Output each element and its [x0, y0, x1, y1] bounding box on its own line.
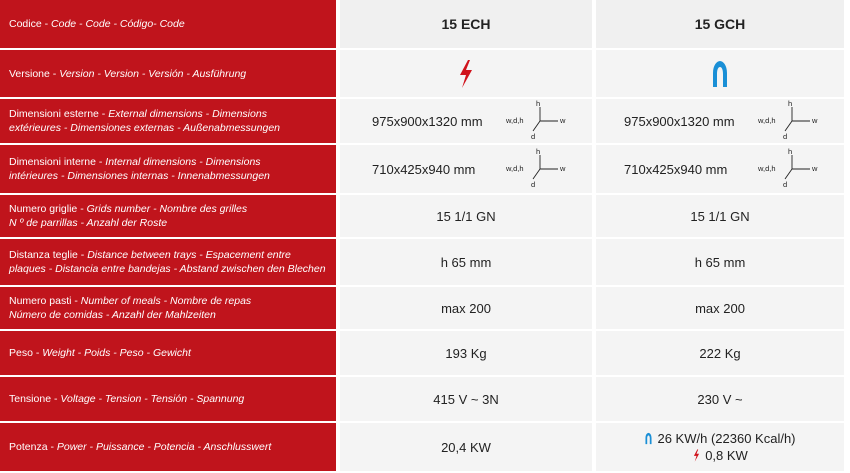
label-italic: Internal dimensions - Dimensions [105, 156, 261, 168]
label-plain: Potenza - [9, 441, 57, 453]
dimension-axes-icon [758, 99, 828, 143]
axis-w-label: w [812, 116, 818, 125]
model-b-external-dimensions [596, 99, 844, 143]
axes-combined-label: w,d,h [758, 116, 776, 125]
axis-d-label: d [783, 132, 788, 141]
model-a-version [340, 50, 592, 97]
label-line2: extérieures - Dimensiones externas - Außenabmessungen [9, 122, 280, 134]
row-label [0, 423, 336, 471]
model-a-voltage: 415 V ~ 3N [340, 377, 592, 421]
axes-combined-label: w,d,h [506, 116, 524, 125]
axis-w-label: w [812, 164, 818, 173]
model-a-grids-number: 15 1/1 GN [340, 195, 592, 237]
row-label [0, 50, 336, 97]
label-italic: Version - Version - Versión - Ausführung [59, 67, 247, 80]
dimension-group [340, 99, 592, 143]
label-italic: External dimensions - Dimensions [108, 108, 267, 120]
axis-w-label: w [560, 164, 566, 173]
label-italic: Weight - Poids - Peso - Gewicht [42, 347, 191, 359]
model-b-grids-number: 15 1/1 GN [596, 195, 844, 237]
row-label [0, 195, 336, 237]
model-a-code: 15 ECH [340, 0, 592, 48]
label-plain: Versione - [9, 67, 60, 80]
model-a-tray-distance: h 65 mm [340, 239, 592, 285]
table-row-power [0, 423, 850, 471]
electric-power-line [692, 447, 748, 464]
label-italic: Voltage - Tension - Tensión - Spannung [60, 393, 245, 405]
axis-h-label: h [536, 147, 541, 156]
label-plain: Numero griglie - [9, 203, 87, 215]
model-a-external-dimensions [340, 99, 592, 143]
table-row-grids-number [0, 195, 850, 237]
model-b-meals: max 200 [596, 287, 844, 329]
dimension-group [340, 145, 592, 193]
table-row-external-dimensions [0, 99, 850, 143]
label-line2: Número de comidas - Anzahl der Mahlzeiten [9, 309, 216, 321]
gas-flame-icon [711, 59, 729, 89]
label-italic: Power - Puissance - Potencia - Anschlusswert [56, 441, 272, 453]
row-label [0, 145, 336, 193]
dimension-group [596, 145, 844, 193]
row-label [0, 239, 336, 285]
label-italic: Distance between trays - Espacement entre [87, 249, 291, 261]
axes-combined-label: w,d,h [506, 164, 524, 173]
dimension-value: 710x425x940 mm [372, 161, 476, 177]
axis-d-label: d [783, 180, 788, 189]
model-b-tray-distance: h 65 mm [596, 239, 844, 285]
axis-h-label: h [788, 147, 793, 156]
label-line2: plaques - Distancia entre bandejas - Abstand zwischen den Blechen [9, 263, 326, 275]
model-a-meals: max 200 [340, 287, 592, 329]
label-line2: N º de parrillas - Anzahl der Roste [9, 217, 168, 229]
row-label [0, 331, 336, 375]
lightning-bolt-icon [457, 59, 475, 89]
label-plain: Codice - [9, 18, 52, 30]
model-b-internal-dimensions [596, 145, 844, 193]
row-label [0, 377, 336, 421]
axis-d-label: d [531, 180, 536, 189]
gas-power-line [644, 430, 795, 447]
model-b-voltage: 230 V ~ [596, 377, 844, 421]
label-plain: Distanza teglie - [9, 249, 88, 261]
label-plain: Dimensioni esterne - [9, 108, 109, 120]
axes-combined-label: w,d,h [758, 164, 776, 173]
dimension-value: 975x900x1320 mm [372, 113, 483, 129]
axis-d-label: d [531, 132, 536, 141]
lightning-bolt-icon [692, 449, 701, 462]
label-plain: Tensione - [9, 393, 61, 405]
table-row-weight [0, 331, 850, 375]
axis-w-label: w [560, 116, 566, 125]
dimension-value: 975x900x1320 mm [624, 113, 735, 129]
electric-power-value: 0,8 KW [705, 448, 748, 463]
dimension-axes-icon [758, 147, 828, 191]
table-row-voltage [0, 377, 850, 421]
table-row-version [0, 50, 850, 97]
model-a-weight: 193 Kg [340, 331, 592, 375]
row-label [0, 0, 336, 48]
label-plain: Peso - [9, 347, 43, 359]
row-label [0, 99, 336, 143]
model-b-power [596, 423, 844, 471]
label-italic: Code - Code - Código- Code [51, 18, 185, 30]
dimension-value: 710x425x940 mm [624, 161, 728, 177]
model-b-weight: 222 Kg [596, 331, 844, 375]
model-a-power: 20,4 KW [340, 423, 592, 471]
table-row-tray-distance [0, 239, 850, 285]
dimension-axes-icon [506, 147, 576, 191]
axis-h-label: h [536, 99, 541, 108]
label-italic: Grids number - Nombre des grilles [86, 203, 248, 215]
dimension-group [596, 99, 844, 143]
label-plain: Dimensioni interne - [9, 156, 106, 168]
axis-h-label: h [788, 99, 793, 108]
gas-power-value: 26 KW/h (22360 Kcal/h) [657, 431, 796, 446]
dimension-axes-icon [506, 99, 576, 143]
row-label [0, 287, 336, 329]
table-row-internal-dimensions [0, 145, 850, 193]
table-row-meals [0, 287, 850, 329]
label-line2: intérieures - Dimensiones internas - Innenabmessungen [9, 170, 270, 182]
label-plain: Numero pasti - [9, 295, 81, 307]
gas-flame-icon [644, 432, 653, 445]
model-a-internal-dimensions [340, 145, 592, 193]
model-b-version [596, 50, 844, 97]
table-row-code [0, 0, 850, 48]
model-b-code: 15 GCH [596, 0, 844, 48]
label-italic: Number of meals - Nombre de repas [80, 295, 252, 307]
